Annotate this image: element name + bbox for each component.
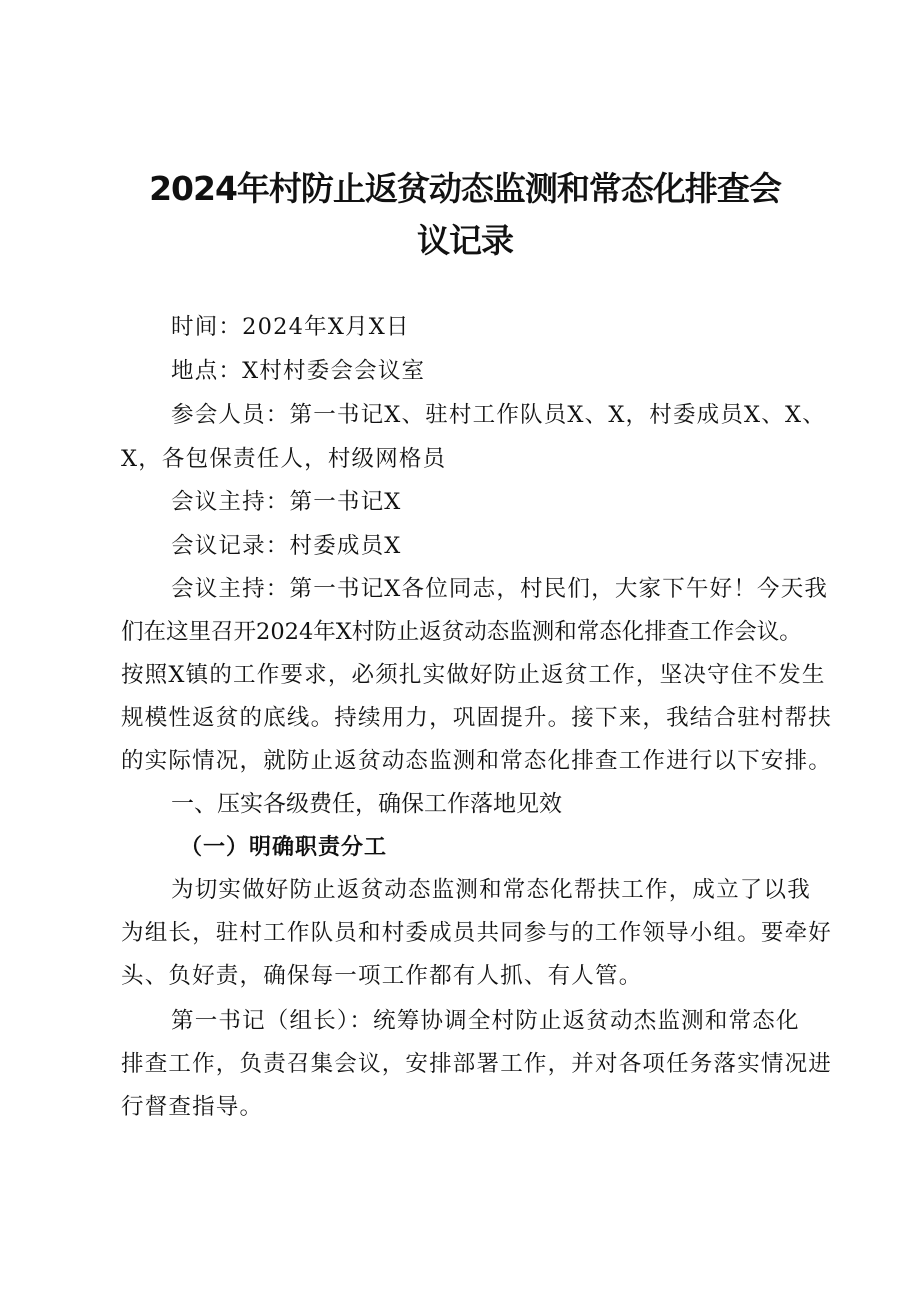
document-title-line-2: 议记录 <box>417 221 513 260</box>
body-paragraph-line: 头、负好责，确保每一项工作都有人抓、有人管。 <box>121 963 643 989</box>
body-paragraph-line: 为组长，驻村工作队员和村委成员共同参与的工作领导小组。要牵好 <box>121 920 833 946</box>
body-paragraph-line: 按照X镇的工作要求，必须扎实做好防止返贫工作，坚决守住不发生 <box>121 662 826 688</box>
body-paragraph-line: 会议主持：第一书记X各位同志，村民们，大家下午好！今天我 <box>171 576 829 602</box>
body-paragraph-line: 行督查指导。 <box>121 1094 264 1120</box>
body-paragraph-line: 们在这里召开2024年X村防止返贫动态监测和常态化排查工作会议。 <box>121 619 802 645</box>
meeting-host: 会议主持：第一书记X <box>171 489 402 515</box>
meeting-location: 地点：X村村委会会议室 <box>171 358 426 384</box>
body-paragraph-line: 规模性返贫的底线。持续用力，巩固提升。接下来，我结合驻村帮扶 <box>121 705 833 731</box>
subsection-heading-1: （一）明确职责分工 <box>180 834 388 860</box>
document-title-line-1: 2024年村防止返贫动态监测和常态化排查会 <box>149 169 781 208</box>
meeting-time: 时间：2024年X月X日 <box>171 314 410 340</box>
body-paragraph-line: 为切实做好防止返贫动态监测和常态化帮扶工作，成立了以我 <box>171 877 811 903</box>
attendees-line-2: X，各包保责任人，村级网格员 <box>121 446 447 472</box>
body-paragraph-line: 排查工作，负责召集会议，安排部署工作，并对各项任务落实情况进 <box>121 1051 833 1077</box>
body-paragraph-line: 的实际情况，就防止返贫动态监测和常态化排查工作进行以下安排。 <box>121 748 833 774</box>
attendees-line-1: 参会人员：第一书记X、驻村工作队员X、X，村委成员X、X、 <box>171 402 826 428</box>
meeting-recorder: 会议记录：村委成员X <box>171 533 402 559</box>
body-paragraph-line: 第一书记（组长）：统筹协调全村防止返贫动杰监测和常态化 <box>171 1008 800 1034</box>
section-heading-1: 一、压实各级费任，确保工作落地见效 <box>171 791 562 817</box>
